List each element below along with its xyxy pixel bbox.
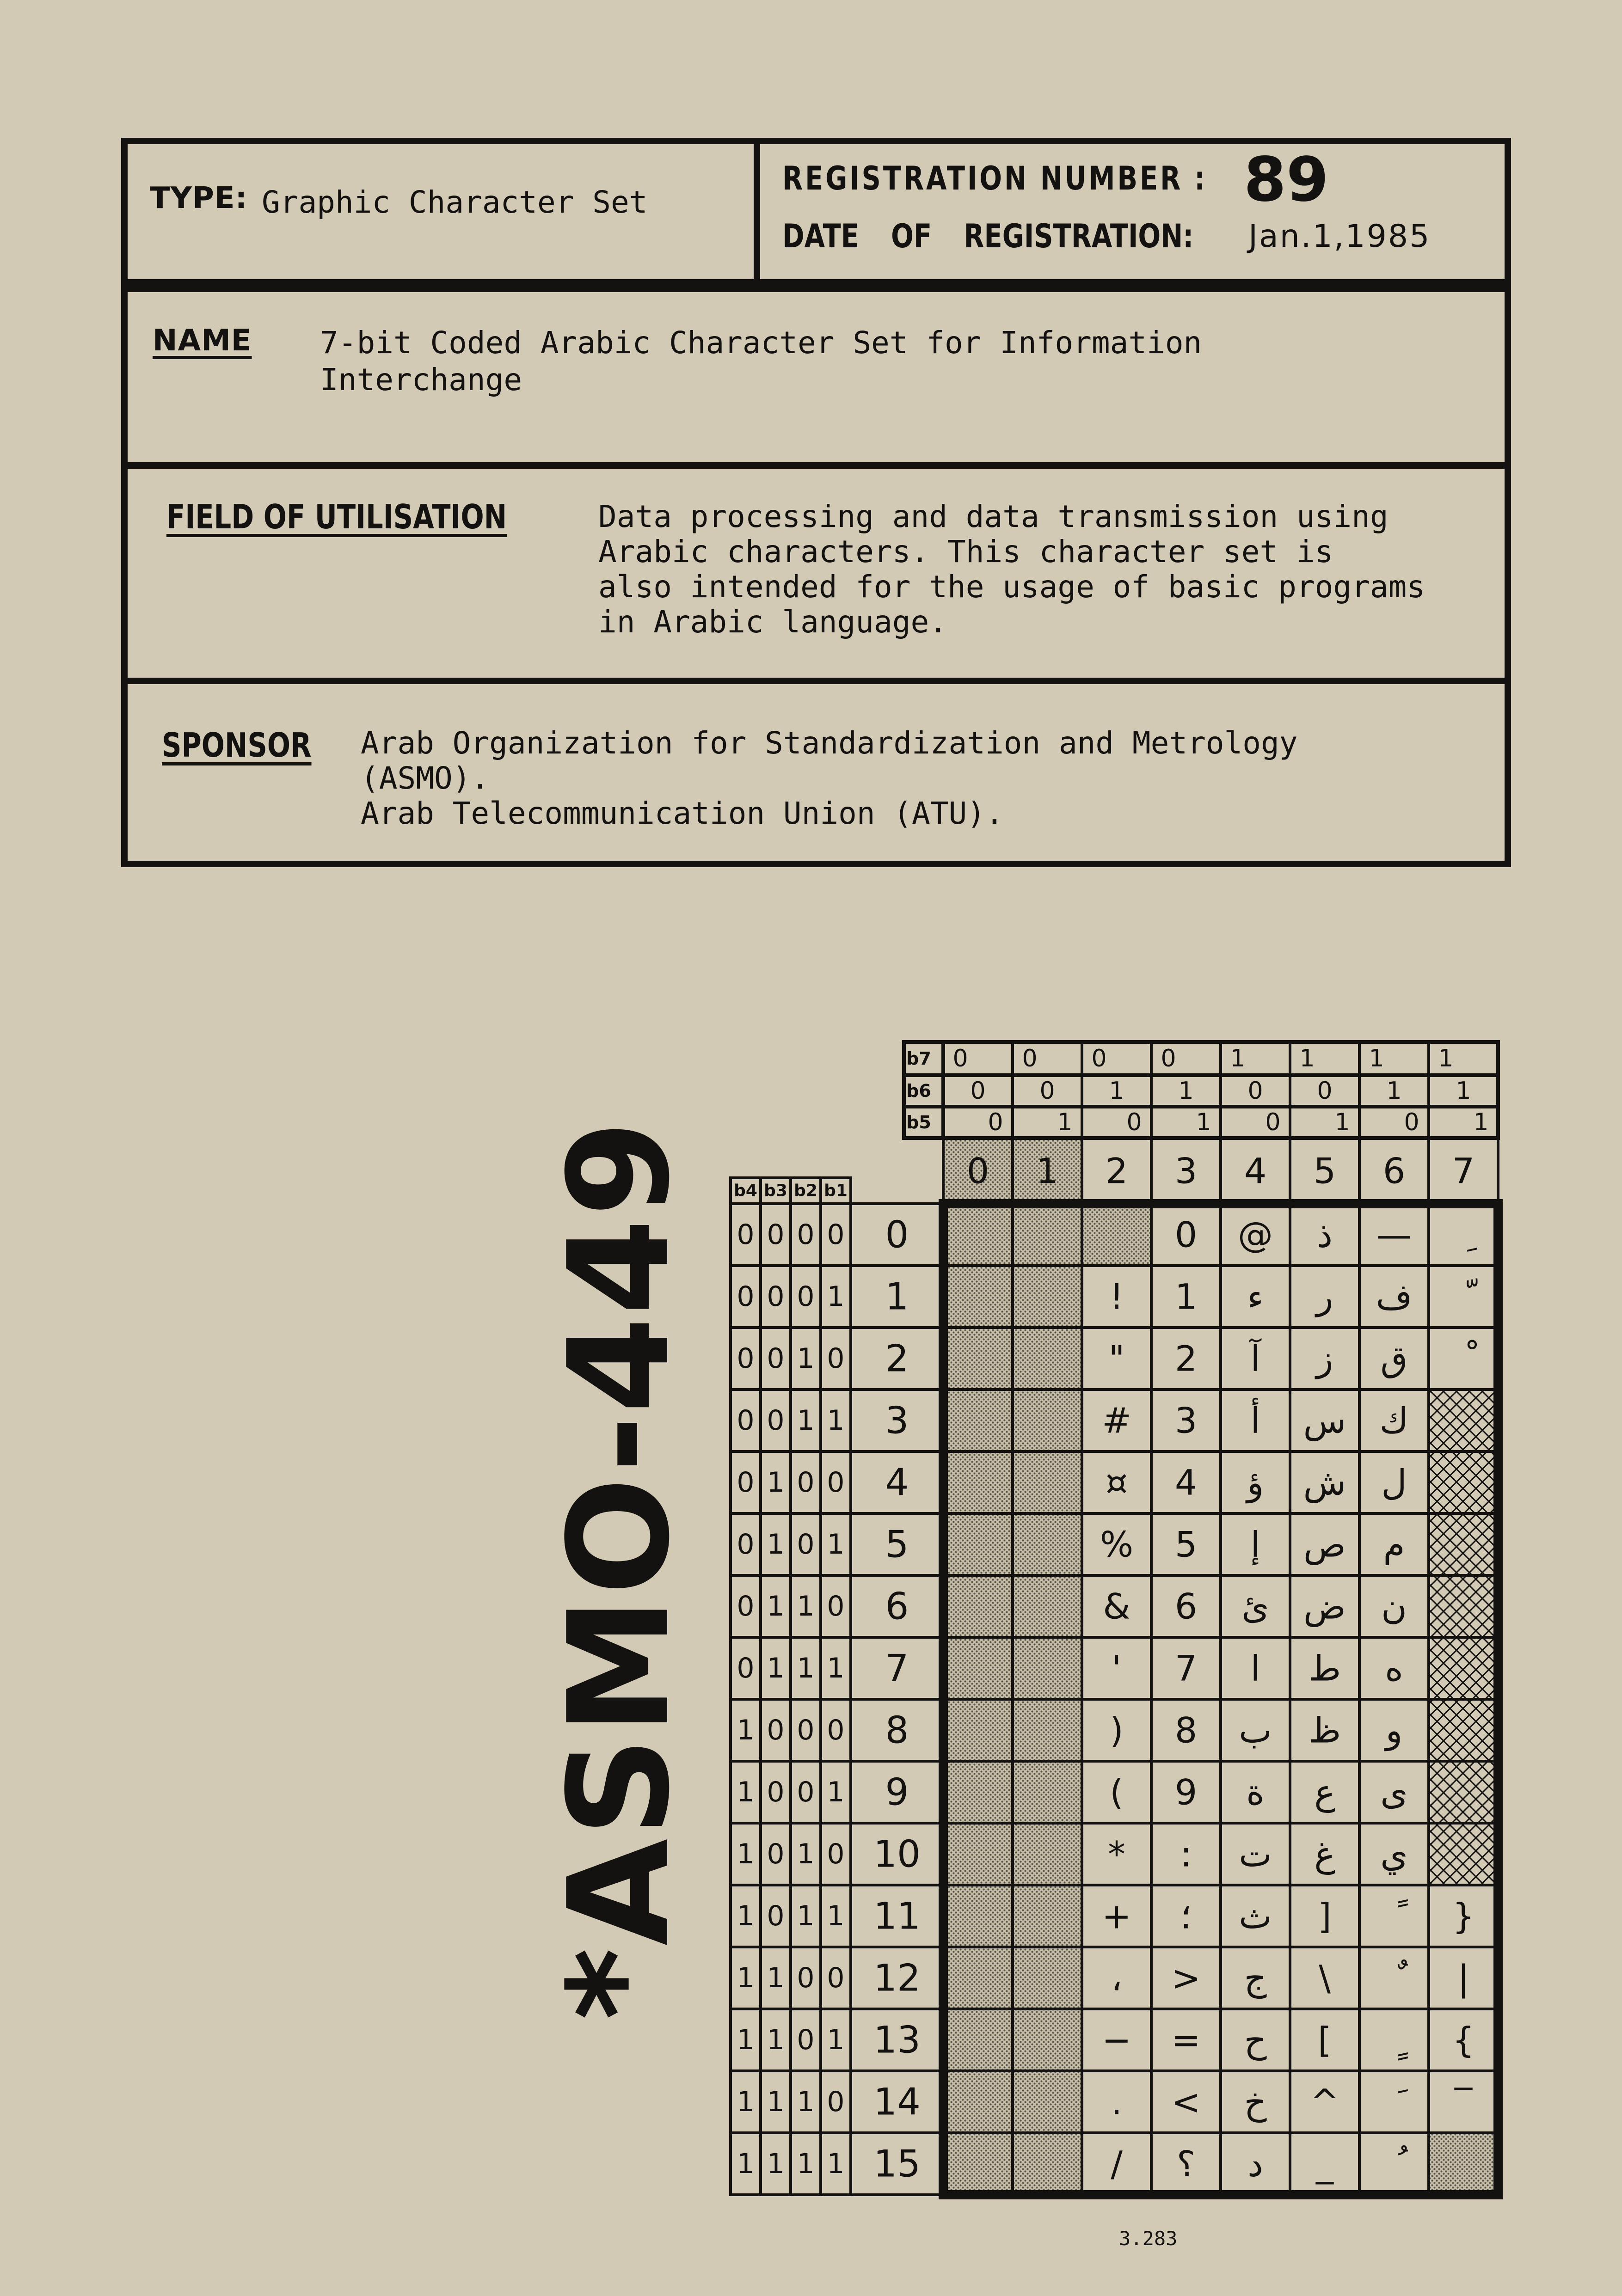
name-line-2: Interchange — [320, 362, 522, 398]
row-number: 3 — [885, 1399, 909, 1442]
char-cell-5-10: غ — [1314, 1833, 1335, 1875]
type-label: TYPE: — [150, 181, 248, 215]
char-cell-2-10: * — [1108, 1833, 1125, 1875]
char-cell-4-2: آ — [1250, 1338, 1260, 1379]
field-line-2: Arabic characters. This character set is — [598, 534, 1333, 569]
row-bit-digit: 0 — [797, 1776, 815, 1808]
b6-value: 1 — [1178, 1077, 1194, 1105]
row-bit-label-b3: b3 — [764, 1181, 787, 1200]
row-bit-digit: 1 — [827, 1528, 845, 1561]
row-number: 7 — [885, 1647, 909, 1690]
char-cell-5-3: س — [1303, 1400, 1346, 1441]
char-cell-5-4: ش — [1303, 1462, 1346, 1503]
row-bit-digit: 1 — [767, 1466, 785, 1499]
char-cell-6-1: ف — [1376, 1276, 1413, 1317]
char-cell-4-11: ث — [1239, 1895, 1272, 1937]
char-cell-5-1: ر — [1316, 1276, 1333, 1317]
char-cell-3-6: 6 — [1174, 1586, 1198, 1627]
char-cell-6-2: ق — [1380, 1338, 1408, 1379]
char-cell-4-8: ب — [1239, 1709, 1272, 1751]
row-bit-label-b4: b4 — [734, 1181, 757, 1200]
row-bit-digit: 0 — [797, 2024, 815, 2056]
char-cell-4-3: أ — [1250, 1400, 1260, 1441]
char-cell-2-11: + — [1102, 1895, 1131, 1937]
reg-date-label: DATE OF REGISTRATION: — [782, 217, 1194, 255]
char-cell-7-13: { — [1452, 2019, 1475, 2061]
row-bit-digit: 1 — [827, 1776, 845, 1808]
b6-value: 0 — [1317, 1077, 1333, 1105]
char-cell-3-10: : — [1180, 1833, 1192, 1875]
char-cell-5-11: ] — [1318, 1895, 1332, 1937]
char-cell-2-14: . — [1111, 2081, 1123, 2123]
char-cell-5-7: ط — [1308, 1647, 1341, 1689]
char-cell-6-15 — [1398, 2145, 1408, 2155]
row-bit-digit: 1 — [827, 1900, 845, 1932]
b5-value: 1 — [1473, 1108, 1489, 1136]
char-cell-5-8: ظ — [1308, 1709, 1341, 1751]
char-cell-5-0: ذ — [1317, 1214, 1333, 1255]
row-bit-digit: 1 — [767, 2148, 785, 2180]
type-value: Graphic Character Set — [262, 184, 648, 220]
row-bit-digit: 1 — [797, 1404, 815, 1437]
field-line-1: Data processing and data transmission using — [598, 499, 1389, 534]
row-bit-digit: 0 — [827, 2086, 845, 2118]
row-bit-digit: 0 — [737, 1590, 755, 1623]
row-bit-digit: 0 — [767, 1714, 785, 1746]
char-cell-3-2: 2 — [1174, 1338, 1198, 1379]
char-cell-4-5: إ — [1250, 1524, 1260, 1565]
b7-value: 0 — [952, 1045, 968, 1072]
row-number: 13 — [873, 2018, 921, 2062]
column-number: 5 — [1313, 1150, 1336, 1192]
char-cell-2-4: ¤ — [1105, 1462, 1128, 1503]
row-bit-digit: 0 — [797, 1528, 815, 1561]
char-cell-2-7: ' — [1112, 1647, 1122, 1689]
char-cell-6-12 — [1398, 1959, 1408, 1970]
char-cell-7-2 — [1467, 1340, 1477, 1350]
char-cell-6-6: ن — [1381, 1586, 1407, 1627]
char-cell-6-13 — [1398, 2052, 1408, 2061]
row-bit-digit: 1 — [767, 1652, 785, 1684]
row-bit-digit: 0 — [767, 1900, 785, 1932]
char-cell-3-11: ؛ — [1180, 1895, 1192, 1937]
name-label: NAME — [153, 324, 252, 358]
char-cell-5-2: ز — [1316, 1338, 1333, 1379]
char-cell-7-11: } — [1452, 1895, 1475, 1937]
char-cell-3-3: 3 — [1174, 1400, 1198, 1441]
char-cell-4-1: ء — [1247, 1276, 1264, 1317]
row-bit-digit: 0 — [737, 1528, 755, 1561]
char-cell-3-12: > — [1171, 1957, 1201, 1999]
char-cell-7-12: | — [1457, 1957, 1469, 1999]
char-cell-6-8: و — [1385, 1709, 1403, 1751]
row-bit-digit: 0 — [767, 1342, 785, 1375]
row-bit-digit: 0 — [797, 1962, 815, 1994]
b5-value: 1 — [1334, 1108, 1350, 1136]
row-bit-digit: 0 — [767, 1280, 785, 1313]
row-number: 14 — [873, 2080, 921, 2124]
char-cell-5-14: ^ — [1310, 2081, 1339, 2123]
row-bit-digit: 0 — [767, 1218, 785, 1251]
char-cell-3-9: 9 — [1174, 1771, 1198, 1813]
row-number: 2 — [885, 1337, 909, 1380]
b5-value: 0 — [1126, 1108, 1142, 1136]
bit-label-b5: b5 — [906, 1112, 931, 1133]
char-cell-6-9: ى — [1380, 1771, 1408, 1813]
row-bit-digit: 1 — [737, 1838, 755, 1870]
name-line-1: 7-bit Coded Arabic Character Set for Information — [320, 325, 1202, 361]
char-cell-7-14: ‾ — [1455, 2081, 1472, 2123]
row-bit-digit: 0 — [797, 1714, 815, 1746]
row-bit-digit: 0 — [827, 1466, 845, 1499]
row-number: 6 — [885, 1585, 909, 1628]
b6-value: 1 — [1109, 1077, 1124, 1105]
char-cell-2-5: % — [1100, 1524, 1134, 1565]
char-cell-3-8: 8 — [1174, 1709, 1198, 1751]
row-bit-digit: 0 — [737, 1652, 755, 1684]
b7-value: 0 — [1022, 1045, 1038, 1072]
char-cell-3-13: = — [1171, 2019, 1201, 2061]
b7-value: 0 — [1091, 1045, 1107, 1072]
row-bit-digit: 1 — [797, 1342, 815, 1375]
b6-value: 0 — [1039, 1077, 1055, 1105]
field-label: FIELD OF UTILISATION — [166, 497, 507, 536]
row-bit-digit: 1 — [737, 2024, 755, 2056]
b7-value: 1 — [1369, 1045, 1384, 1072]
column-number: 6 — [1382, 1150, 1406, 1192]
page-number: 3.283 — [1119, 2227, 1178, 2250]
row-number: 0 — [885, 1213, 909, 1256]
char-cell-2-8: ) — [1110, 1709, 1124, 1751]
column-number: 2 — [1105, 1150, 1128, 1192]
char-cell-7-1 — [1467, 1278, 1478, 1288]
char-cell-4-12: ج — [1244, 1957, 1267, 1999]
row-number: 12 — [873, 1956, 921, 2000]
char-cell-6-4: ل — [1381, 1462, 1407, 1503]
row-bit-digit: 1 — [737, 1714, 755, 1746]
row-number: 15 — [873, 2142, 921, 2186]
char-cell-4-9: ة — [1246, 1771, 1265, 1813]
char-cell-3-1: 1 — [1174, 1276, 1198, 1317]
b5-value: 0 — [1265, 1108, 1281, 1136]
field-line-3: also intended for the usage of basic programs — [598, 569, 1425, 605]
column-number: 4 — [1244, 1150, 1267, 1192]
char-cell-4-4: ؤ — [1247, 1462, 1264, 1503]
char-cell-4-15: د — [1247, 2143, 1263, 2185]
row-bit-digit: 0 — [797, 1218, 815, 1251]
row-bit-digit: 1 — [797, 1652, 815, 1684]
char-cell-4-7: ا — [1250, 1647, 1260, 1689]
row-bit-digit: 1 — [737, 1776, 755, 1808]
char-cell-4-10: ت — [1239, 1833, 1272, 1875]
char-cell-2-13: − — [1102, 2019, 1131, 2061]
row-number: 8 — [885, 1708, 909, 1752]
char-cell-3-0: 0 — [1174, 1214, 1198, 1255]
column-number: 3 — [1174, 1150, 1198, 1192]
row-bit-digit: 1 — [797, 2086, 815, 2118]
char-cell-3-14: < — [1171, 2081, 1201, 2123]
column-number: 7 — [1452, 1150, 1475, 1192]
b6-value: 1 — [1386, 1077, 1402, 1105]
row-bit-digit: 1 — [767, 2086, 785, 2118]
char-cell-2-15: / — [1111, 2143, 1123, 2185]
column-number: 1 — [1036, 1150, 1059, 1192]
row-bit-digit: 0 — [827, 1342, 845, 1375]
row-bit-digit: 1 — [827, 2148, 845, 2180]
row-bit-digit: 0 — [737, 1404, 755, 1437]
row-bit-digit: 1 — [737, 2148, 755, 2180]
row-bit-digit: 1 — [767, 2024, 785, 2056]
row-bit-digit: 0 — [737, 1466, 755, 1499]
b6-value: 0 — [1247, 1077, 1263, 1105]
reg-number-value: 89 — [1244, 144, 1329, 215]
row-bit-digit: 1 — [827, 1404, 845, 1437]
char-cell-3-15: ؟ — [1176, 2143, 1196, 2185]
char-cell-5-5: ص — [1303, 1524, 1346, 1565]
char-cell-3-4: 4 — [1174, 1462, 1198, 1503]
row-number: 9 — [885, 1770, 909, 1814]
char-cell-2-2: " — [1108, 1338, 1125, 1379]
char-cell-4-14: خ — [1244, 2081, 1267, 2123]
row-bit-digit: 0 — [797, 1466, 815, 1499]
char-cell-6-14 — [1398, 2089, 1408, 2094]
row-bit-digit: 0 — [827, 1838, 845, 1870]
char-cell-2-6: & — [1103, 1586, 1130, 1627]
b5-value: 0 — [988, 1108, 1003, 1136]
row-bit-digit: 0 — [767, 1776, 785, 1808]
b5-value: 0 — [1404, 1108, 1419, 1136]
row-bit-digit: 1 — [737, 1900, 755, 1932]
b7-value: 1 — [1438, 1045, 1454, 1072]
b6-value: 1 — [1456, 1077, 1471, 1105]
char-cell-5-12: \ — [1319, 1957, 1331, 1999]
char-cell-2-3: # — [1102, 1400, 1131, 1441]
row-bit-digit: 0 — [827, 1962, 845, 1994]
row-bit-digit: 1 — [797, 2148, 815, 2180]
row-bit-digit: 1 — [767, 1528, 785, 1561]
b7-value: 1 — [1230, 1045, 1246, 1072]
row-bit-digit: 1 — [767, 1590, 785, 1623]
char-cell-6-5: م — [1383, 1524, 1405, 1565]
row-bit-digit: 0 — [797, 1280, 815, 1313]
row-bit-digit: 0 — [737, 1342, 755, 1375]
char-cell-6-3: ك — [1379, 1400, 1409, 1441]
char-cell-6-10: ي — [1380, 1833, 1408, 1875]
row-bit-digit: 0 — [827, 1590, 845, 1623]
row-bit-digit: 1 — [827, 1652, 845, 1684]
row-bit-label-b1: b1 — [824, 1181, 848, 1200]
sponsor-line-2: (ASMO). — [361, 760, 490, 796]
vertical-title: *ASMO-449 — [539, 1118, 700, 2020]
char-cell-2-12: ، — [1111, 1957, 1123, 1999]
sponsor-label: SPONSOR — [162, 726, 312, 765]
char-cell-2-1: ! — [1109, 1276, 1124, 1317]
bit-label-b6: b6 — [906, 1081, 931, 1101]
sponsor-line-3: Arab Telecommunication Union (ATU). — [361, 796, 1004, 831]
char-cell-5-13: [ — [1318, 2019, 1332, 2061]
b7-value: 0 — [1161, 1045, 1176, 1072]
row-bit-digit: 1 — [737, 2086, 755, 2118]
row-bit-digit: 1 — [797, 1590, 815, 1623]
row-number: 1 — [885, 1275, 909, 1318]
char-cell-3-7: 7 — [1174, 1647, 1198, 1689]
row-bit-digit: 1 — [737, 1962, 755, 1994]
b7-value: 1 — [1299, 1045, 1315, 1072]
row-number: 4 — [885, 1461, 909, 1504]
space-cell-shade — [1082, 1204, 1151, 1266]
char-cell-5-6: ض — [1303, 1586, 1346, 1627]
row-bit-digit: 1 — [827, 1280, 845, 1313]
row-bit-digit: 1 — [767, 1962, 785, 1994]
bit-label-b7: b7 — [906, 1048, 931, 1069]
reg-date-value: Jan.1,1985 — [1248, 218, 1431, 255]
reg-number-label: REGISTRATION NUMBER : — [782, 159, 1208, 197]
row-number: 11 — [873, 1894, 921, 1938]
row-number: 5 — [885, 1523, 909, 1566]
char-cell-6-11 — [1398, 1899, 1408, 1908]
row-bit-digit: 0 — [737, 1218, 755, 1251]
row-number: 10 — [873, 1832, 921, 1876]
char-cell-7-0 — [1467, 1248, 1477, 1252]
char-cell-2-9: ( — [1110, 1771, 1124, 1813]
row-bit-digit: 1 — [827, 2024, 845, 2056]
b6-value: 0 — [970, 1077, 986, 1105]
row-bit-digit: 0 — [767, 1404, 785, 1437]
row-bit-digit: 0 — [737, 1280, 755, 1313]
field-line-4: in Arabic language. — [598, 604, 947, 640]
char-cell-3-5: 5 — [1174, 1524, 1198, 1565]
char-cell-6-7: ه — [1385, 1647, 1403, 1689]
char-cell-4-13: ح — [1244, 2019, 1267, 2061]
char-cell-6-0: — — [1376, 1214, 1412, 1255]
char-cell-5-9: ع — [1314, 1771, 1335, 1813]
char-cell-4-6: ئ — [1241, 1586, 1269, 1627]
row-bit-digit: 0 — [827, 1714, 845, 1746]
b5-value: 1 — [1196, 1108, 1211, 1136]
column-number: 0 — [966, 1150, 989, 1192]
char-cell-5-15: _ — [1316, 2143, 1333, 2185]
row-bit-label-b2: b2 — [794, 1181, 817, 1200]
b5-value: 1 — [1057, 1108, 1073, 1136]
sponsor-line-1: Arab Organization for Standardization and Metrology — [361, 725, 1298, 761]
delete-cell-shade — [1429, 2133, 1498, 2195]
char-cell-4-0: @ — [1238, 1214, 1273, 1255]
row-bit-digit: 0 — [767, 1838, 785, 1870]
row-bit-digit: 1 — [797, 1838, 815, 1870]
row-bit-digit: 0 — [827, 1218, 845, 1251]
row-bit-digit: 1 — [797, 1900, 815, 1932]
